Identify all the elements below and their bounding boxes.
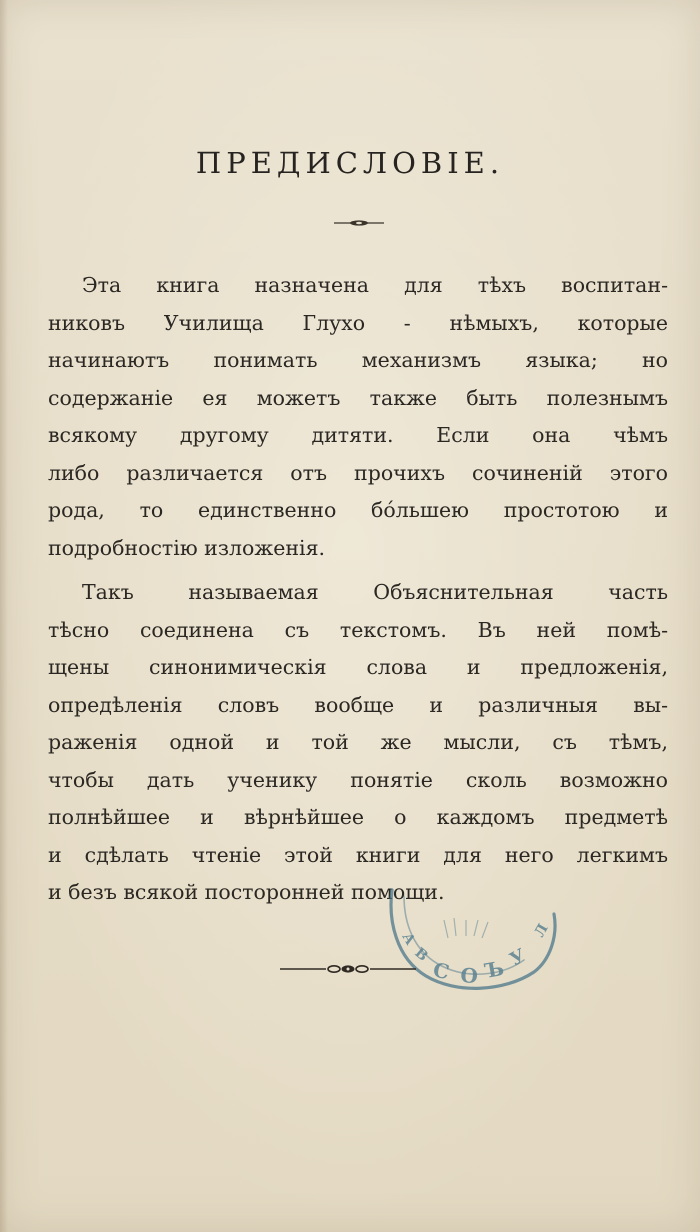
svg-text:О: О (459, 963, 479, 989)
text-line: содержаніе ея можетъ также быть полезнымъ (48, 385, 668, 410)
svg-text:В: В (411, 944, 431, 965)
text-line: чтобы дать ученику понятіе сколь возможно (48, 767, 668, 792)
text-line: опредѣленія словъ вообще и различныя вы- (48, 692, 668, 717)
text-line: подробностію изложенія. (48, 535, 326, 560)
title-ornament-icon (334, 219, 384, 227)
preface-paragraph-2 (48, 574, 668, 912)
text-line: Такъ называемая Объяснительная часть (82, 580, 668, 604)
text-line: раженія одной и той же мысли, съ тѣмъ, (48, 730, 668, 754)
svg-text:С: С (430, 957, 452, 985)
preface-paragraph-1 (48, 267, 668, 567)
svg-text:У: У (506, 945, 530, 971)
text-line: никовъ Училища Глухо - нѣмыхъ, которые (48, 310, 668, 335)
text-line: всякому другому дитяти. Если она чѣмъ (48, 423, 668, 447)
svg-text:А: А (398, 930, 419, 948)
text-line: и безъ всякой посторонней помощи. (48, 880, 445, 904)
text-line: начинаютъ понимать механизмъ языка; но (48, 348, 668, 372)
page-gutter-shadow (0, 0, 8, 1232)
text-line: либо различается отъ прочихъ сочиненій этого (48, 460, 668, 485)
text-line: и сдѣлать чтеніе этой книги для него легкимъ (48, 842, 668, 867)
svg-text:Л: Л (531, 921, 552, 940)
text-line: щены синонимическія слова и предложенія, (48, 655, 668, 679)
page-title: ПРЕДИСЛОВІЕ. (195, 146, 505, 180)
text-line: рода, то единственно бóльшею простотою и (48, 498, 668, 522)
library-stamp-icon (374, 880, 564, 1000)
text-line: тѣсно соединена съ текстомъ. Въ ней помѣ- (48, 617, 668, 642)
svg-text:Ъ: Ъ (482, 955, 506, 983)
text-line: Эта книга назначена для тѣхъ воспитан- (82, 273, 668, 297)
text-line: полнѣйшее и вѣрнѣйшее о каждомъ предметѣ (48, 805, 668, 829)
end-ornament-icon (280, 962, 416, 976)
